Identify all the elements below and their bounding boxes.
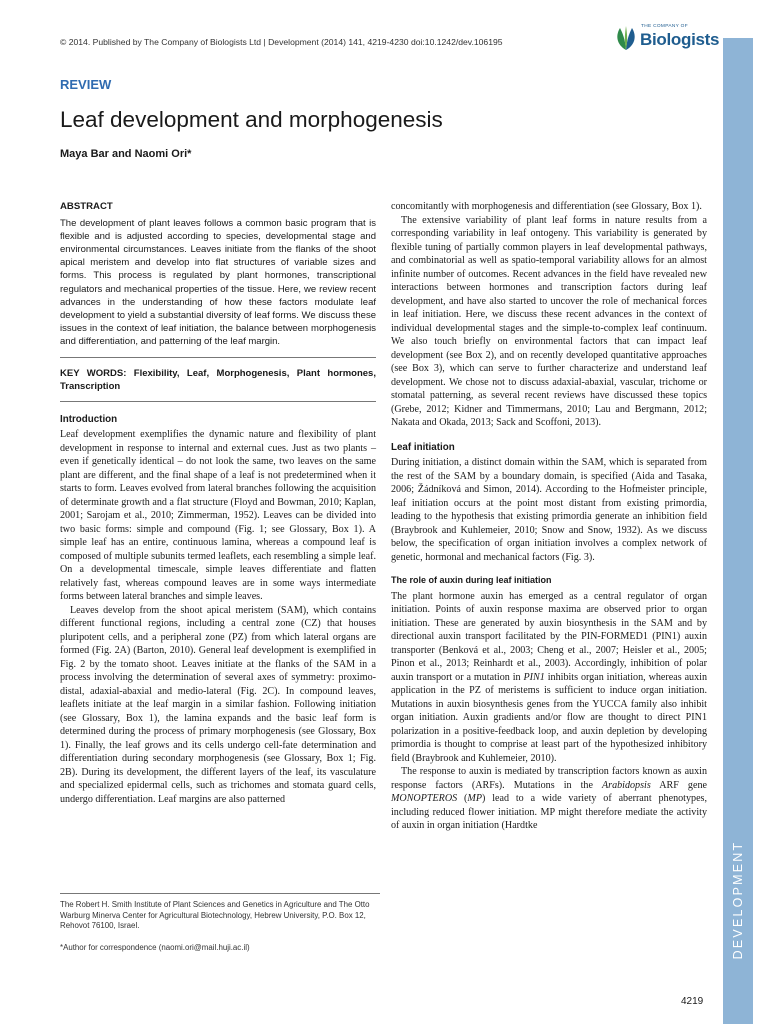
journal-citation: © 2014. Published by The Company of Biologists Ltd | Development (2014) 141, 4219-4230 doi:10.1242/dev.106195 [60,37,503,47]
correspondence-text: *Author for correspondence (naomi.ori@mail.huji.ac.il) [60,942,250,952]
intro-heading: Introduction [60,413,118,425]
page-number: 4219 [681,996,704,1007]
section-label: REVIEW [60,77,112,92]
paragraph: During initiation, a distinct domain within the SAM, which is separated from the rest of the SAM by a boundary domain, is specified (Aida and Tasaka, 2006; Žádníková and Simon, 2014). According to the Hofmeister principle, leaf initiation occurs at the point most distant from existing primordia, leading to the hypothesis that existing primordia generate an inhibition field (Braybrook and Kuhlemeier, 2010; Snow and Snow, 1932). As we discuss below, the specification of organ initiation involves a complex network of genetic, hormonal and mechanical factors (Fig. 3). [391,457,707,563]
publisher-logo [614,22,720,56]
paragraph: concomitantly with morphogenesis and differentiation (see Glossary, Box 1). [391,201,702,212]
paragraph: Leaves develop from the shoot apical meristem (SAM), which contains different functional regions, including a central zone (CZ) that houses pluripotent cells, and a peripheral zone (PZ) from which lateral organs are formed (Fig. 2A) (Barton, 2010). General leaf development is exemplified in Fig. 2 by the tomato shoot. Leaves initiate at the flanks of the SAM in a process involving the determination of several axes of symmetry: proximo-distal, adaxial-abaxial and medio-lateral (Fig. 2C). In compound leaves, leaflets initiate at the leaf margin in a similar fashion. Following initiation (see Glossary, Box 1), the lamina expands and the basic leaf form is determined during the process of primary morphogenesis (see Glossary, Box 1). Finally, the leaf grows and its cells undergo cell-fate determination and differentiation during secondary morphogenesis (see Glossary, Box 1; Fig. 2B). During its development, the different layers of the leaf, its vasculature and specialized epidermal cells, such as trichomes and stomata guard cells, undergo differentiation. Leaf margins are also patterned [60,604,376,805]
affiliation-text: The Robert H. Smith Institute of Plant Sciences and Genetics in Agriculture and The Otto Warburg Minerva Center for Agricultural Biotechnology, Hebrew University, P.O. Box 12, Rehovot 76100, Israel. [60,900,370,931]
affiliation-footnote [60,893,380,953]
article-title: Leaf development and morphogenesis [60,107,443,132]
abstract-text: The development of plant leaves follows a common basic program that is flexible and is adjusted according to species, developmental stage and environmental circumstances. Leaves initiate from the flanks of the shoot apical meristem and develop into flat structures of variable sizes and forms. This process is regulated by plant hormones, transcriptional regulators and mechanical properties of the tissue. Here, we review recent advances in the understanding of how these factors modulate leaf development to yield a substantial diversity of leaf forms. We discuss these issues in the context of leaf initiation, the balance between morphogenesis and differentiation, and patterning of the leaf margin. [60,217,376,348]
footnote-rule [60,893,380,894]
abstract-heading: ABSTRACT [60,201,113,212]
author-list: Maya Bar and Naomi Ori* [60,148,192,160]
species-name: Arabidopsis [601,779,651,791]
gene-name: PIN1 [523,671,545,683]
logo-wordmark: Biologists [640,30,720,49]
leaf-logo-icon [614,25,638,51]
divider [60,401,376,402]
gene-name: MONOPTEROS [391,793,458,804]
auxin-subheading: The role of auxin during leaf initiation [391,575,552,585]
logo-small-text: THE COMPANY OF [641,24,688,29]
keywords: KEY WORDS: Flexibility, Leaf, Morphogenesis, Plant hormones, Transcription [60,367,376,392]
right-column [391,200,707,833]
leaf-initiation-heading: Leaf initiation [391,441,455,453]
paragraph: The response to auxin is mediated by transcription factors known as auxin response factors (ARFs). Mutations in the Arabidopsis ARF gene MONOPTEROS (MP) lead to a wide variety of aberrant phenotypes, including reduced flower initiation. MP might therefore mediate the activity of auxin in organ initiation (Hardtke [391,766,707,831]
divider [60,357,376,358]
paragraph: The plant hormone auxin has emerged as a central regulator of organ initiation. Points of auxin response maxima are observed prior to organ initiation. These are generated by auxin biosynthesis in the SAM and by directional auxin transport facilitated by the PIN-FORMED1 (PIN1) auxin transporter (Benková et al., 2003; Cheng et al., 2007; Heisler et al., 2005; Pinon et al., 2013; Reinhardt et al., 2003). Accordingly, inhibition of polar auxin transport or a mutation in PIN1 inhibits organ initiation, whereas auxin application in the PZ of meristems is sufficient to induce organ initiation. Mutations in auxin biosynthesis genes from the YUCCA family also inhibit organ initiation. Auxin gradients and/or flow are thought to direct PIN1 polarization in a positive-feedback loop, and auxin depletion by developing primordia is thought to comprise at least part of the hypothesized inhibitory field (Braybrook and Kuhlemeier, 2010). [391,590,707,764]
paragraph: The extensive variability of plant leaf forms in nature results from a corresponding variability in leaf ontogeny. This variability is generated by flexible tuning of partially common players in leaf developmental pathways, and combinatorial as well as spatio-temporal variability allows for an almost infinite number of outcomes. Recent advances in the field have revealed new interactions between hormones and transcription factors during leaf development, and have also started to uncover the role of mechanical forces in leaf initiation. Here, we discuss these recent advances in the context of individual developmental stages and the simple-to-complex leaf continuum. We also touch briefly on environmental factors that can impact leaf development (see Box 2), and on recently developed quantitative approaches (see Box 3), which can serve to further characterize and understand leaf development. We chose not to discuss adaxial-abaxial, vascular, trichome or stomatal patterning, as several recent reviews have discussed these topics (Grebe, 2012; Kidner and Timmermans, 2010; Lau and Bergmann, 2012; Nakata and Okada, 2013; Sack and Scoffoni, 2013). [391,214,707,428]
left-column [60,200,376,806]
paragraph: Leaf development exemplifies the dynamic nature and flexibility of plant development in response to internal and external cues. Just as two plants – even if genetically identical – do not look the same, two leaves on the same plant are different, and the final shape of a leaf is not predetermined when it starts to form. Leaves evolved from lateral branches following the acquisition of determinate growth and a flat structure (Floyd and Bowman, 2010; Kaplan, 2001; Sarojam et al., 2010; Zimmerman, 1952). Leaves can be divided into two basic forms: simple and compound (Fig. 1; see Glossary, Box 1). A simple leaf has an entire, continuous lamina, whereas a compound leaf is composed of multiple subunits termed leaflets, each resembling a simple leaf. On a developmental timescale, simple leaves differentiate and flatten relatively fast, whereas compound leaves are in some ways intermediate forms between lateral branches and simple leaves. [60,429,376,603]
side-label: DEVELOPMENT [731,840,745,960]
gene-name: MP [467,793,482,804]
